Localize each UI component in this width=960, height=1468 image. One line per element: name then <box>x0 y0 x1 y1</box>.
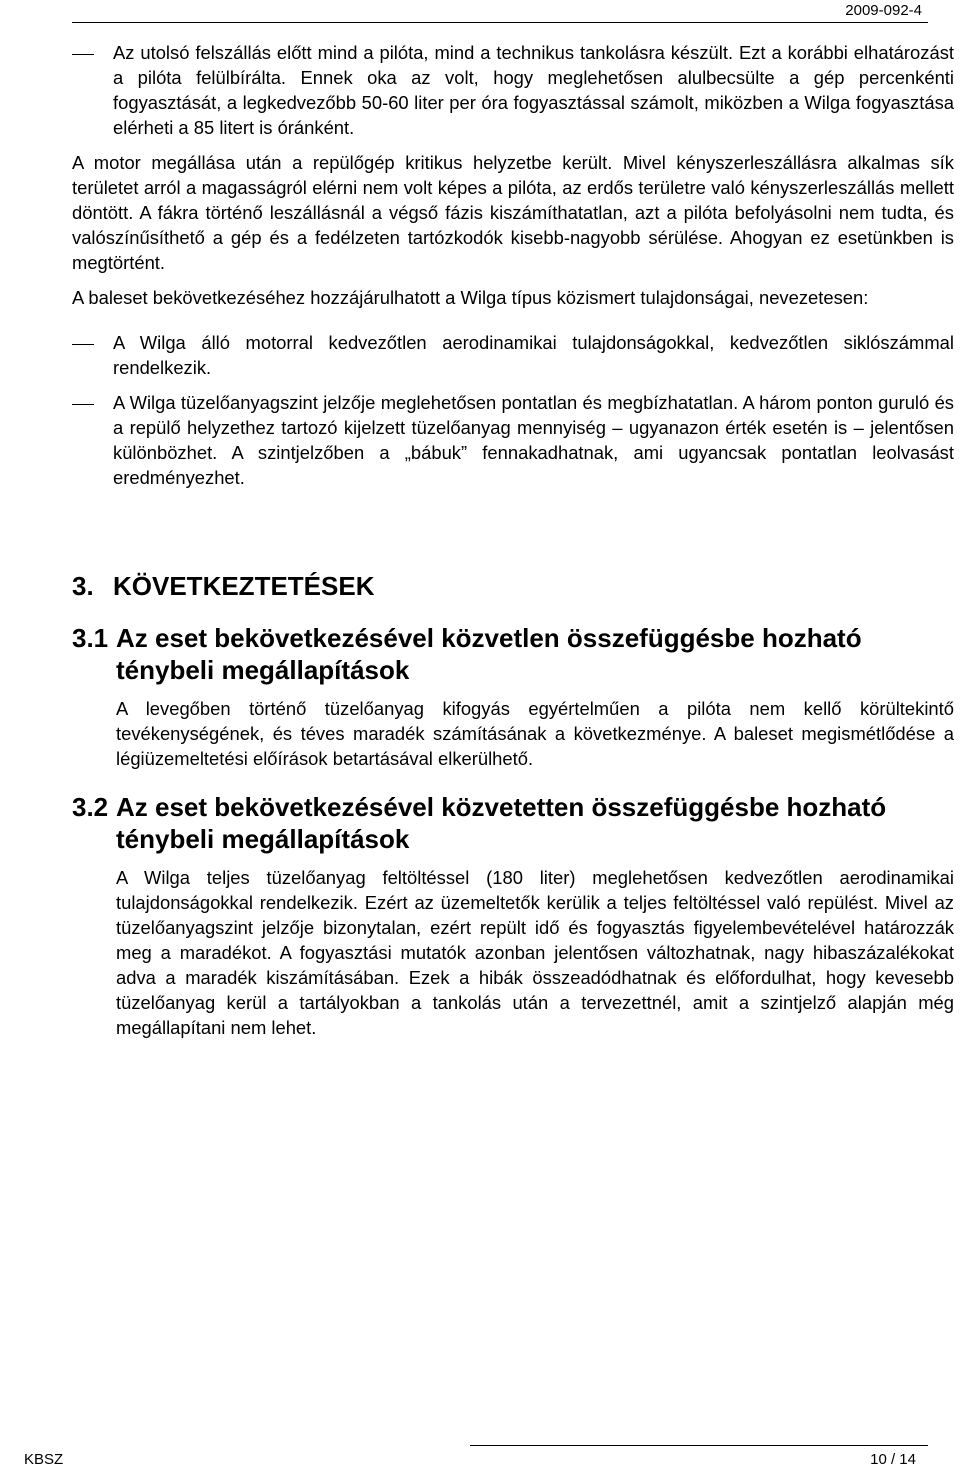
bullet-item <box>72 40 954 140</box>
bullet-text: Az utolsó felszállás előtt mind a pilóta, mind a technikus tankolásra készült. Ezt a korábbi elhatározást a pilóta felülbírálta. Ennek oka az volt, hogy meglehetősen alulbecsülte a gép percenkénti fogyasztását, a legkedvezőbb 50-60 liter per óra fogyasztással számolt, miközben a Wilga fogyasztása elérheti a 85 litert is óránként. <box>113 42 954 138</box>
subsection-title: Az eset bekövetkezésével közvetlen összefüggésbe hozható ténybeli megállapítások <box>116 623 862 685</box>
subsection-number: 3.2 <box>72 792 109 822</box>
section-heading <box>72 570 954 602</box>
section-title: KÖVETKEZTETÉSEK <box>113 571 375 601</box>
dash-bullet-icon <box>72 330 113 355</box>
subsection-number: 3.1 <box>72 623 109 653</box>
subsection-text: A levegőben történő tüzelőanyag kifogyás egyértelműen a pilóta nem kellő körültekintő tevékenységének, és téves maradék számításának a következménye. A baleset megismétlődése a légiüzemeltetési előírások betartásával elkerülhető. <box>116 698 954 769</box>
bullet-text: A Wilga tüzelőanyagszint jelzője meglehetősen pontatlan és megbízhatatlan. A három ponton guruló és a repülő helyzethez tartozó kijelzett tüzelőanyag mennyiség – ugyanazon érték esetén is – jelentősen különbözhet. A szintjelzőben a „bábuk” fennakadhatnak, ami ugyancsak pontatlan leolvasást eredményezhet. <box>113 392 954 488</box>
subsection-text: A Wilga teljes tüzelőanyag feltöltéssel (180 liter) meglehetősen kedvezőtlen aerodinamikai tulajdonságokkal rendelkezik. Ezért az üzemeltetők kerülik a teljes feltöltéssel való repülést. Mivel az tüzelőanyagszint jelzője bizonytalan, ezért repült idő és fogyasztás figyelembevételével határozzák meg a maradékot. A fogyasztási mutatók azonban jelentősen változhatnak, nagy hibaszázalékokat adva a maradék kiszámításában. Ezek a hibák összeadódhatnak és előfordulhat, hogy kevesebb tüzelőanyag kerül a tartályokban a tankolás után a tervezettnél, amit a szintjelző alapján még megállapítani nem lehet. <box>116 867 954 1038</box>
subsection-heading <box>72 791 954 855</box>
page-number: 10 / 14 <box>870 1451 916 1468</box>
footer-divider <box>470 1445 928 1446</box>
bullet-item <box>72 330 954 380</box>
paragraph: A motor megállása után a repülőgép kritikus helyzetbe került. Mivel kényszerleszállásra alkalmas sík területet arról a magasságról elérni nem volt képes a pilóta, az erdős területre való kényszerleszállás mellett döntött. A fákra történő leszállásnál a végső fázis kiszámíthatatlan, azt a pilóta befolyásolni nem tudta, és valószínűsíthető a gép és a fedélzeten tartózkodók kisebb-nagyobb sérülése. Ahogyan ez esetünkben is megtörtént. <box>72 152 954 273</box>
page-content <box>72 40 954 1040</box>
document-id: 2009-092-4 <box>845 2 922 19</box>
footer-organization: KBSZ <box>24 1451 64 1468</box>
paragraph: A baleset bekövetkezéséhez hozzájárulhatott a Wilga típus közismert tulajdonságai, nevezetesen: <box>72 287 869 308</box>
header-divider <box>72 22 928 23</box>
section-number: 3. <box>72 571 94 601</box>
subsection-title: Az eset bekövetkezésével közvetetten összefüggésbe hozható ténybeli megállapítások <box>116 792 887 854</box>
bullet-item <box>72 390 954 490</box>
subsection-heading <box>72 622 954 686</box>
dash-bullet-icon <box>72 40 113 65</box>
bullet-text: A Wilga álló motorral kedvezőtlen aerodinamikai tulajdonságokkal, kedvezőtlen siklószámmal rendelkezik. <box>113 332 954 378</box>
dash-bullet-icon <box>72 390 113 415</box>
